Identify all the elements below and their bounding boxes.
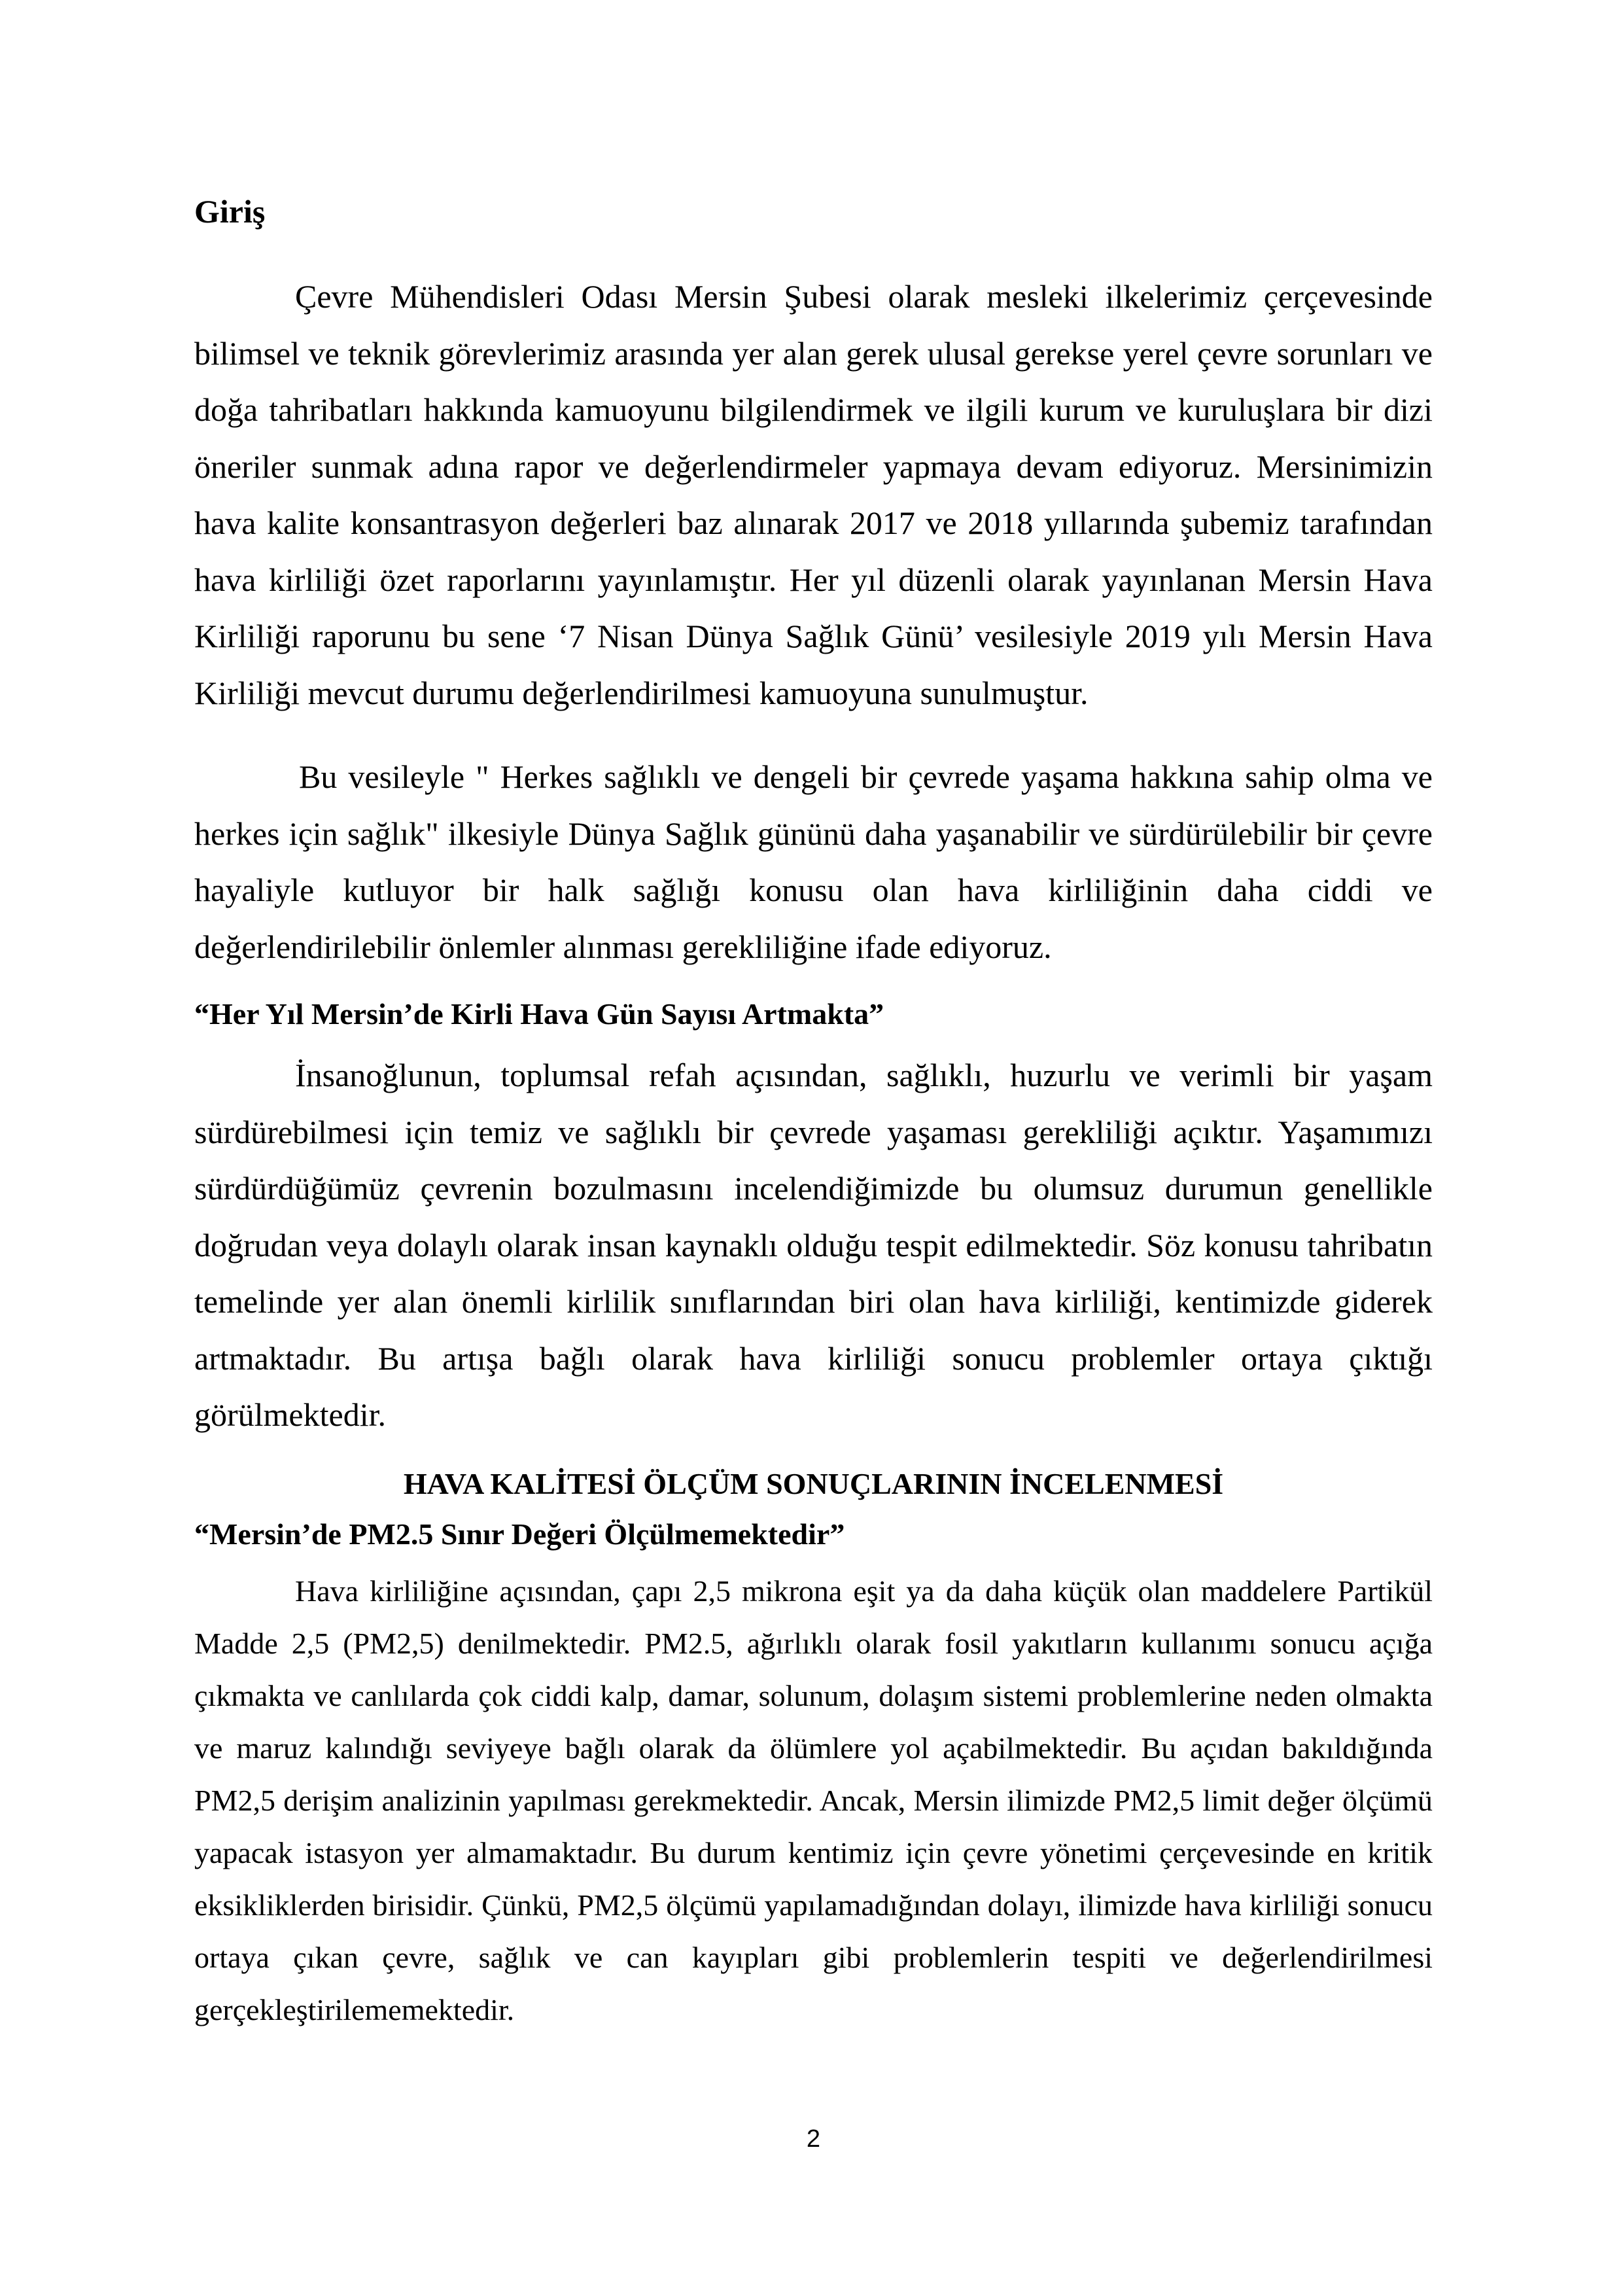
paragraph-text: Bu vesileyle " Herkes sağlıklı ve dengeli bir çevrede yaşama hakkına sahip olma ve herkes için sağlık" ilkesiyle Dünya Sağlık gününü daha yaşanabilir ve sürdürülebilir bir çevre hayaliyle kutluyor bir halk sağlığı konusu olan hava kirliliğinin daha ciddi ve değerlendirilebilir önlemler alınması gerekliliğine ifade ediyoruz. bbox=[194, 758, 1433, 965]
intro-paragraph-2 bbox=[194, 749, 1433, 975]
subheading-pm25: “Mersin’de PM2.5 Sınır Değeri Ölçülmemektedir” bbox=[194, 1517, 845, 1551]
pm25-paragraph bbox=[194, 1565, 1433, 2036]
paragraph-text: Çevre Mühendisleri Odası Mersin Şubesi olarak mesleki ilkelerimiz çerçevesinde bilimsel ve teknik görevlerimiz arasında yer alan gerek ulusal gerekse yerel çevre sorunları ve doğa tahribatları hakkında kamuoyunu bilgilendirmek ve ilgili kurum ve kuruluşlara bir dizi öneriler sunmak adına rapor ve değerlendirmeler yapmaya devam ediyoruz. Mersinimizin hava kalite konsantrasyon değerleri baz alınarak 2017 ve 2018 yıllarında şubemiz tarafından hava kirliliği özet raporlarını yayınlamıştır. Her yıl düzenli olarak yayınlanan Mersin Hava Kirliliği raporunu bu sene ‘7 Nisan Dünya Sağlık Günü’ vesilesiyle 2019 yılı Mersin Hava Kirliliği mevcut durumu değerlendirilmesi kamuoyuna sunulmuştur. bbox=[194, 278, 1433, 711]
page-number: 2 bbox=[806, 2125, 821, 2153]
section-heading-air-quality: HAVA KALİTESİ ÖLÇÜM SONUÇLARININ İNCELENMESİ bbox=[403, 1467, 1224, 1500]
section-heading-intro: Giriş bbox=[194, 193, 266, 230]
paragraph-text: İnsanoğlunun, toplumsal refah açısından, sağlıklı, huzurlu ve verimli bir yaşam sürdürebilmesi için temiz ve sağlıklı bir çevrede yaşaması gerekliliği açıktır. Yaşamımızı sürdürdüğümüz çevrenin bozulmasını incelendiğimizde bu olumsuz durumun genellikle doğrudan veya dolaylı olarak insan kaynaklı olduğu tespit edilmektedir. Söz konusu tahribatın temelinde yer alan önemli kirlilik sınıflarından biri olan hava kirliliği, kentimizde giderek artmaktadır. Bu artışa bağlı olarak hava kirliliği sonucu problemler ortaya çıktığı görülmektedir. bbox=[194, 1057, 1433, 1433]
section-heading-pollution-days: “Her Yıl Mersin’de Kirli Hava Gün Sayısı Artmakta” bbox=[194, 997, 884, 1031]
paragraph-text: Hava kirliliğine açısından, çapı 2,5 mikrona eşit ya da daha küçük olan maddelere Partikül Madde 2,5 (PM2,5) denilmektedir. PM2.5, ağırlıklı olarak fosil yakıtların kullanımı sonucu açığa çıkmakta ve canlılarda çok ciddi kalp, damar, solunum, dolaşım sistemi problemlerine neden olmakta ve maruz kalındığı seviyeye bağlı olarak da ölümlere yol açabilmektedir. Bu açıdan bakıldığında PM2,5 derişim analizinin yapılması gerekmektedir. Ancak, Mersin ilimizde PM2,5 limit değer ölçümü yapacak istasyon yer almamaktadır. Bu durum kentimiz için çevre yönetimi çerçevesinde en kritik eksikliklerden birisidir. Çünkü, PM2,5 ölçümü yapılamadığından dolayı, ilimizde hava kirliliği sonucu ortaya çıkan çevre, sağlık ve can kayıpları gibi problemlerin tespiti ve değerlendirilmesi gerçekleştirilememektedir. bbox=[194, 1574, 1433, 2026]
intro-paragraph-1 bbox=[194, 268, 1433, 721]
pollution-days-paragraph bbox=[194, 1047, 1433, 1443]
